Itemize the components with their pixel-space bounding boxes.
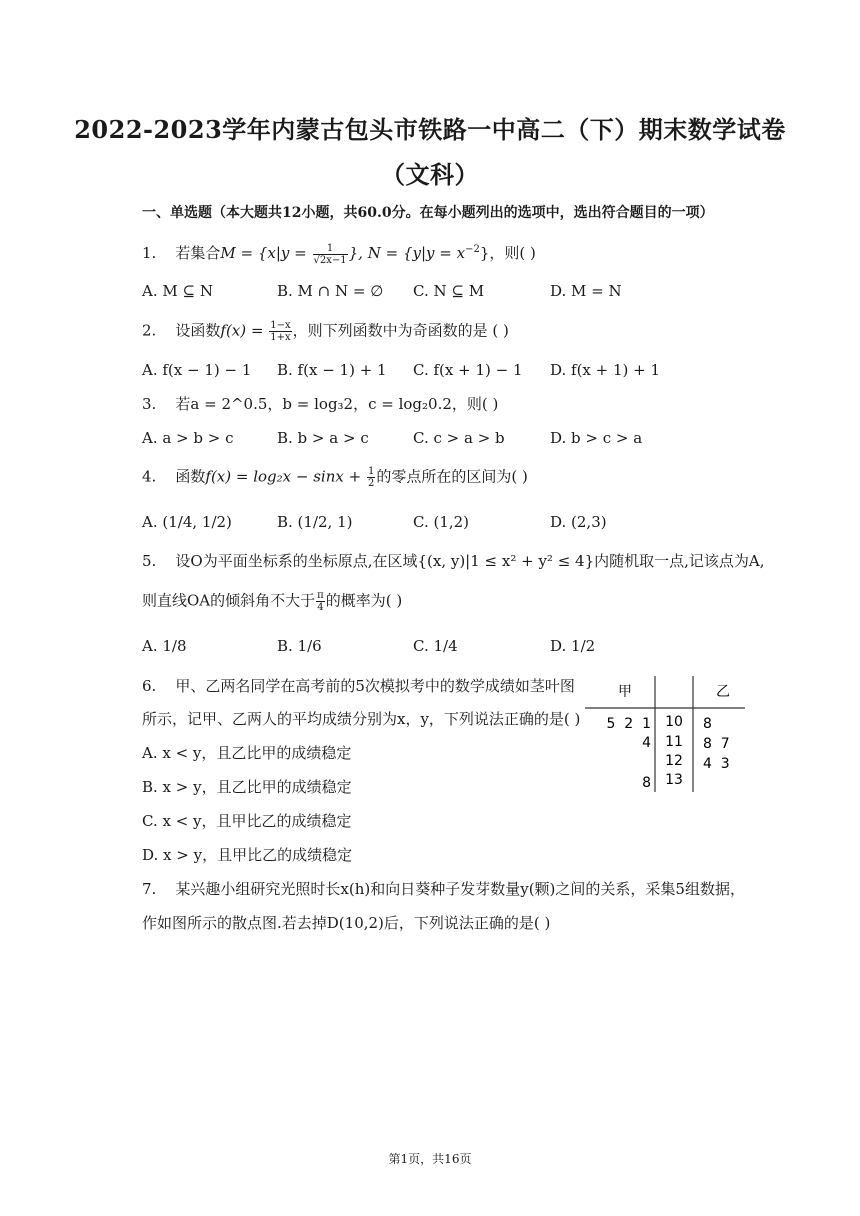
option-a: A. 1/8 xyxy=(142,637,187,655)
option-a: A. (1/4, 1/2) xyxy=(142,513,232,531)
option-d: D. f(x + 1) + 1 xyxy=(550,361,661,379)
question-text: 则直线OA的倾斜角不大于 xyxy=(142,591,316,610)
left-leaves: 4 xyxy=(642,735,651,751)
question-1 xyxy=(142,240,536,266)
question-3 xyxy=(142,394,498,414)
option-b: B. f(x − 1) + 1 xyxy=(277,361,387,379)
question-text: 甲、乙两名同学在高考前的5次模拟考中的数学成绩如茎叶图 xyxy=(175,677,575,695)
fraction xyxy=(269,320,291,343)
option-d: D. M = N xyxy=(550,282,622,300)
section-heading: 一、单选题（本大题共12小题，共60.0分。在每小题列出的选项中，选出符合题目的一项） xyxy=(142,205,714,221)
exam-subtitle: （文科） xyxy=(381,160,479,189)
question-6-continued: 所示，记甲、乙两人的平均成绩分别为x，y，下列说法正确的是( ) xyxy=(142,710,581,728)
question-number: 4. xyxy=(142,467,157,486)
fraction-denominator: 1+x xyxy=(270,332,291,343)
fraction xyxy=(313,243,348,266)
question-number: 7. xyxy=(142,880,157,898)
option-a: A. M ⊆ N xyxy=(142,282,213,300)
option-c: C. x < y，且甲比乙的成绩稳定 xyxy=(142,812,352,830)
fraction xyxy=(367,466,375,489)
question-text: 的零点所在的区间为( ) xyxy=(376,467,528,486)
question-5 xyxy=(142,551,765,571)
stem-and-leaf-plot xyxy=(585,672,750,797)
option-c: C. (1,2) xyxy=(413,513,470,531)
option-a: A. a > b > c xyxy=(142,429,234,447)
left-leaves: 5 2 1 xyxy=(606,716,651,732)
fraction-denominator: √2x−1 xyxy=(313,254,347,266)
question-5-continued xyxy=(142,590,402,613)
math-expression: M = {x|y = xyxy=(220,244,312,262)
fraction xyxy=(316,590,325,613)
question-text: 若集合 xyxy=(175,244,221,262)
question-7 xyxy=(142,879,745,899)
stem-value: 11 xyxy=(665,734,683,750)
question-text: 若a = 2^0.5，b = log₃2，c = log₂0.2，则( ) xyxy=(175,395,499,413)
question-text: 的概率为( ) xyxy=(325,591,403,610)
option-c: C. c > a > b xyxy=(413,429,505,447)
fraction-numerator: 1 xyxy=(367,466,375,477)
fraction-denominator: 2 xyxy=(367,478,375,489)
math-expression: f(x) = xyxy=(220,321,269,340)
option-b: B. x > y，且乙比甲的成绩稳定 xyxy=(142,778,352,796)
math-expression: }, N = {y|y = x xyxy=(348,244,466,262)
question-number: 3. xyxy=(142,395,157,413)
option-d: D. x > y，且甲比乙的成绩稳定 xyxy=(142,846,353,864)
question-text: 某兴趣小组研究光照时长x(h)和向日葵种子发芽数量y(颗)之间的关系，采集5组数据， xyxy=(175,880,745,898)
question-text: ，则下列函数中为奇函数的是 ( ) xyxy=(292,321,509,340)
fraction-numerator: 1 xyxy=(313,243,348,255)
option-b: B. b > a > c xyxy=(277,429,369,447)
option-a: A. f(x − 1) − 1 xyxy=(142,361,252,379)
right-leaves: 8 xyxy=(703,716,712,732)
question-7-continued: 作如图所示的散点图.若去掉D(10,2)后，下列说法正确的是( ) xyxy=(142,914,551,932)
option-d: D. 1/2 xyxy=(550,637,596,655)
fraction-numerator: π xyxy=(317,590,324,601)
left-header: 甲 xyxy=(618,684,632,700)
exam-title: 2022-2023学年内蒙古包头市铁路一中高二（下）期末数学试卷 xyxy=(74,115,786,144)
option-b: B. 1/6 xyxy=(277,637,322,655)
question-text: }，则( ) xyxy=(479,244,536,262)
fraction-numerator: 1−x xyxy=(270,320,291,331)
stem-value: 12 xyxy=(665,753,683,769)
question-2 xyxy=(142,320,509,343)
question-number: 1. xyxy=(142,244,157,262)
option-c: C. N ⊆ M xyxy=(413,282,485,300)
stem-value: 13 xyxy=(665,772,683,788)
question-6 xyxy=(142,676,575,696)
exponent: −2 xyxy=(465,244,480,255)
right-leaves: 8 7 xyxy=(703,736,730,752)
option-a: A. x < y，且乙比甲的成绩稳定 xyxy=(142,744,352,762)
question-number: 2. xyxy=(142,321,157,340)
question-text: 函数 xyxy=(175,467,206,486)
question-number: 6. xyxy=(142,677,157,695)
option-d: D. (2,3) xyxy=(550,513,607,531)
option-c: C. f(x + 1) − 1 xyxy=(413,361,523,379)
question-4 xyxy=(142,466,528,489)
page-footer: 第1页，共16页 xyxy=(388,1152,472,1166)
option-b: B. M ∩ N = ∅ xyxy=(277,282,384,300)
right-leaves: 4 3 xyxy=(703,756,730,772)
question-number: 5. xyxy=(142,552,157,570)
right-header: 乙 xyxy=(716,684,730,700)
left-leaves: 8 xyxy=(642,775,651,791)
math-expression: f(x) = log₂x − sinx + xyxy=(205,467,366,486)
question-text: 设O为平面坐标系的坐标原点,在区域{(x, y)|1 ≤ x² + y² ≤ 4}内随机取一点,记该点为A, xyxy=(175,552,765,570)
question-text: 设函数 xyxy=(175,321,221,340)
option-d: D. b > c > a xyxy=(550,429,643,447)
fraction-denominator: 4 xyxy=(317,602,324,613)
option-c: C. 1/4 xyxy=(413,637,458,655)
option-b: B. (1/2, 1) xyxy=(277,513,353,531)
stem-value: 10 xyxy=(665,714,683,730)
